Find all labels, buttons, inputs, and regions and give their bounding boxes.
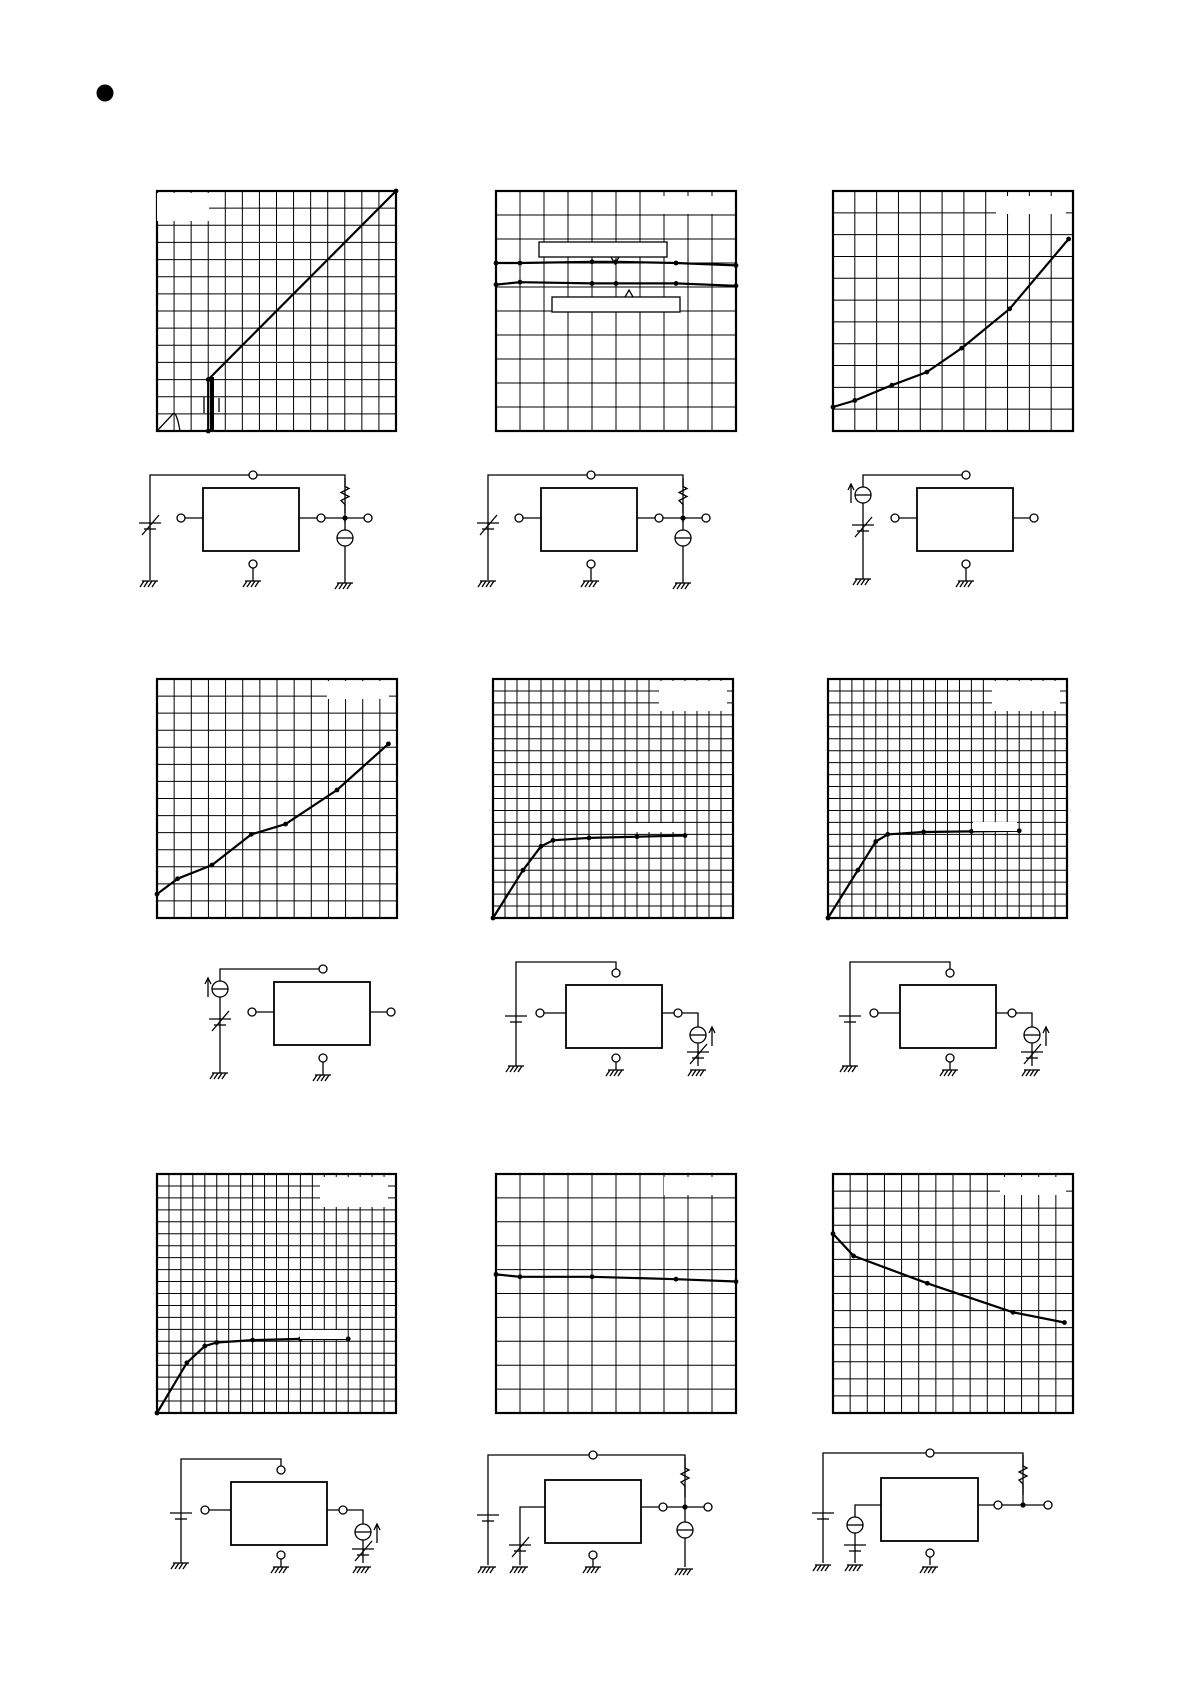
data-point (635, 834, 640, 839)
gridlines (496, 1174, 736, 1413)
ground-hatch (486, 1567, 490, 1573)
chart-2-2 (491, 679, 733, 920)
series-line (833, 239, 1069, 407)
terminal (249, 471, 257, 479)
ground-hatch (956, 581, 960, 587)
characteristic-graphs (155, 189, 1073, 1416)
annotation-box (552, 297, 680, 312)
ground-hatch (482, 1567, 486, 1573)
terminal (870, 1009, 878, 1017)
chart-3-2 (494, 1174, 739, 1413)
data-point (209, 863, 214, 868)
device-block (881, 1478, 978, 1541)
ground-hatch (361, 1567, 365, 1573)
ground-hatch (486, 581, 490, 587)
ground-hatch (685, 583, 689, 589)
terminal (587, 560, 595, 568)
device-block (566, 985, 662, 1048)
terminal (515, 514, 523, 522)
data-point (346, 1337, 351, 1342)
terminal (319, 1054, 327, 1062)
annotation-box (539, 242, 667, 257)
ground-hatch (583, 1567, 587, 1573)
data-point (491, 916, 496, 921)
data-point (394, 189, 399, 194)
data-point (494, 1272, 499, 1277)
chart-1-1 (157, 189, 398, 434)
ground-hatch (700, 1070, 704, 1076)
data-point (925, 1281, 930, 1286)
data-point (184, 1360, 189, 1365)
ground-hatch (279, 1567, 283, 1573)
terminal (659, 1503, 667, 1511)
chart-3-3 (831, 1174, 1073, 1413)
ground-hatch (924, 1567, 928, 1573)
ground-hatch (944, 1070, 948, 1076)
ground-hatch (679, 1569, 683, 1575)
ground-hatch (514, 1066, 518, 1072)
test-circuit (505, 962, 715, 1076)
ground-hatch (861, 579, 865, 585)
terminal (248, 1008, 256, 1016)
ground-hatch (357, 1567, 361, 1573)
gridlines (828, 679, 1067, 918)
terminal (962, 471, 970, 479)
ground-hatch (490, 581, 494, 587)
data-point (206, 429, 211, 434)
terminal (319, 965, 327, 973)
data-point (831, 405, 836, 410)
terminal (249, 560, 257, 568)
ground-hatch (585, 581, 589, 587)
legend-box (996, 196, 1066, 214)
data-point (1011, 1310, 1016, 1315)
data-point (855, 868, 860, 873)
data-point (674, 261, 679, 266)
data-point (494, 282, 499, 287)
ground-hatch (317, 1075, 321, 1081)
data-point (250, 1338, 255, 1343)
ground-hatch (948, 1070, 952, 1076)
chart-2-1 (155, 679, 397, 918)
ground-hatch (840, 1066, 844, 1072)
ground-hatch (581, 581, 585, 587)
gridlines (833, 1174, 1073, 1413)
device-block (274, 982, 370, 1045)
terminal (962, 560, 970, 568)
ground-hatch (275, 1567, 279, 1573)
ground-hatch (683, 1569, 687, 1575)
ground-hatch (865, 579, 869, 585)
ground-hatch (522, 1567, 526, 1573)
terminal (536, 1009, 544, 1017)
ground-hatch (148, 581, 152, 587)
ground-hatch (606, 1070, 610, 1076)
ground-hatch (365, 1567, 369, 1573)
data-point (890, 383, 895, 388)
chart-1-2 (494, 191, 739, 431)
ground-hatch (271, 1567, 275, 1573)
data-point (852, 398, 857, 403)
ground-hatch (928, 1567, 932, 1573)
ground-hatch (964, 581, 968, 587)
ground-hatch (353, 1567, 357, 1573)
ground-hatch (1030, 1070, 1034, 1076)
ground-hatch (339, 583, 343, 589)
data-point (539, 844, 544, 849)
data-point (155, 1411, 160, 1416)
ground-hatch (183, 1563, 187, 1569)
data-point (590, 281, 595, 286)
ground-hatch (940, 1070, 944, 1076)
ground-hatch (247, 581, 251, 587)
ground-hatch (506, 1066, 510, 1072)
ground-hatch (593, 581, 597, 587)
data-point (734, 263, 739, 268)
ground-hatch (347, 583, 351, 589)
device-block (917, 488, 1013, 551)
ground-hatch (688, 1070, 692, 1076)
data-point (202, 1344, 207, 1349)
device-block (541, 488, 637, 551)
device-block (231, 1482, 327, 1545)
data-point (614, 281, 619, 286)
data-point (921, 830, 926, 835)
ground-hatch (175, 1563, 179, 1569)
data-point (831, 1231, 836, 1236)
data-point (175, 876, 180, 881)
ground-hatch (932, 1567, 936, 1573)
annotation-pointer (625, 290, 633, 297)
ground-hatch (852, 1066, 856, 1072)
terminal (201, 1506, 209, 1514)
ground-hatch (960, 581, 964, 587)
data-point (214, 1340, 219, 1345)
input-wire (520, 1507, 545, 1565)
ground-hatch (1034, 1070, 1038, 1076)
data-point (826, 916, 831, 921)
terminal (612, 1054, 620, 1062)
data-point (521, 868, 526, 873)
terminal (277, 1466, 285, 1474)
ground-hatch (968, 581, 972, 587)
ground-hatch (844, 1066, 848, 1072)
data-point (551, 838, 556, 843)
ground-hatch (255, 581, 259, 587)
ground-hatch (692, 1070, 696, 1076)
ground-hatch (482, 581, 486, 587)
ground-hatch (857, 1565, 861, 1571)
test-circuit (812, 1449, 1052, 1573)
ground-hatch (825, 1565, 829, 1571)
legend-box (664, 1177, 730, 1195)
ground-hatch (845, 1565, 849, 1571)
ground-hatch (853, 579, 857, 585)
ground-hatch (514, 1567, 518, 1573)
data-point (674, 1277, 679, 1282)
data-point (206, 377, 211, 382)
data-point (734, 283, 739, 288)
test-circuit (170, 1459, 380, 1573)
terminal (655, 514, 663, 522)
terminal (589, 1451, 597, 1459)
legend-box (320, 1177, 388, 1207)
ground-hatch (813, 1565, 817, 1571)
terminal (946, 1054, 954, 1062)
chart-1-3 (831, 191, 1073, 431)
ground-hatch (313, 1075, 317, 1081)
terminal (339, 1506, 347, 1514)
terminal (994, 1501, 1002, 1509)
ground-hatch (210, 1073, 214, 1079)
waveform-pulse (157, 413, 180, 431)
ground-hatch (681, 583, 685, 589)
data-point (494, 261, 499, 266)
ground-hatch (335, 583, 339, 589)
terminal (926, 1549, 934, 1557)
ground-hatch (152, 581, 156, 587)
ground-hatch (321, 1075, 325, 1081)
ground-hatch (849, 1565, 853, 1571)
device-block (203, 488, 299, 551)
ground-hatch (214, 1073, 218, 1079)
test-circuit (205, 965, 395, 1081)
ground-hatch (478, 581, 482, 587)
test-circuit (139, 471, 372, 589)
legend-box (1000, 1177, 1066, 1195)
terminal (589, 1551, 597, 1559)
terminal (704, 1503, 712, 1511)
terminal (177, 514, 185, 522)
ground-hatch (591, 1567, 595, 1573)
terminal (1030, 514, 1038, 522)
gridlines (493, 679, 733, 918)
data-point (873, 839, 878, 844)
test-circuit (848, 471, 1038, 587)
curve-label-box (300, 1330, 346, 1339)
ground-hatch (821, 1565, 825, 1571)
data-point (851, 1254, 856, 1259)
input-wire (855, 1505, 881, 1563)
ground-hatch (857, 579, 861, 585)
ground-hatch (853, 1565, 857, 1571)
terminal (587, 471, 595, 479)
ground-hatch (140, 581, 144, 587)
data-point (885, 832, 890, 837)
ground-hatch (673, 583, 677, 589)
test-circuit (477, 1451, 712, 1575)
ground-hatch (952, 1070, 956, 1076)
ground-hatch (325, 1075, 329, 1081)
gridlines (157, 679, 397, 918)
data-point (1017, 828, 1022, 833)
ground-hatch (587, 1567, 591, 1573)
data-point (590, 259, 595, 264)
ground-hatch (179, 1563, 183, 1569)
data-point (518, 280, 523, 285)
ground-hatch (518, 1066, 522, 1072)
data-point (587, 836, 592, 841)
ground-hatch (1026, 1070, 1030, 1076)
ground-hatch (610, 1070, 614, 1076)
ground-hatch (283, 1567, 287, 1573)
data-point (959, 346, 964, 351)
curve-label-box (636, 823, 680, 832)
ground-hatch (848, 1066, 852, 1072)
data-point (590, 1274, 595, 1279)
data-point (386, 741, 391, 746)
ground-hatch (696, 1070, 700, 1076)
terminal (277, 1551, 285, 1559)
ground-hatch (589, 581, 593, 587)
ground-hatch (518, 1567, 522, 1573)
chart-2-3 (826, 679, 1067, 920)
ground-hatch (817, 1565, 821, 1571)
legend-box (659, 681, 727, 711)
terminal (702, 514, 710, 522)
device-block (545, 1480, 641, 1543)
data-point (674, 281, 679, 286)
ground-hatch (171, 1563, 175, 1569)
terminal (1044, 1501, 1052, 1509)
legend-box (992, 681, 1060, 711)
data-point (283, 822, 288, 827)
data-point (924, 370, 929, 375)
test-circuits (139, 471, 1052, 1575)
device-block (900, 985, 996, 1048)
legend-box (663, 196, 729, 214)
data-point (249, 832, 254, 837)
curve-label-box (973, 822, 1017, 831)
ground-hatch (490, 1567, 494, 1573)
ground-hatch (920, 1567, 924, 1573)
terminal (612, 969, 620, 977)
bullet-icon (97, 85, 114, 102)
ground-hatch (343, 583, 347, 589)
terminal (674, 1009, 682, 1017)
junction-node (1020, 1502, 1025, 1507)
legend-box (157, 193, 209, 221)
terminal (926, 1449, 934, 1457)
data-point (1007, 306, 1012, 311)
ground-hatch (618, 1070, 622, 1076)
terminal (891, 514, 899, 522)
ground-hatch (218, 1073, 222, 1079)
gridlines (157, 1174, 396, 1413)
ground-hatch (478, 1567, 482, 1573)
ground-hatch (1022, 1070, 1026, 1076)
terminal (946, 969, 954, 977)
ground-hatch (675, 1569, 679, 1575)
ground-hatch (614, 1070, 618, 1076)
ground-hatch (222, 1073, 226, 1079)
data-point (1062, 1320, 1067, 1325)
test-circuit (839, 962, 1049, 1076)
ground-hatch (687, 1569, 691, 1575)
test-circuit (477, 471, 710, 589)
ground-hatch (510, 1066, 514, 1072)
ground-hatch (144, 581, 148, 587)
ground-hatch (595, 1567, 599, 1573)
terminal (1008, 1009, 1016, 1017)
ground-hatch (510, 1567, 514, 1573)
ground-hatch (677, 583, 681, 589)
data-point (1066, 237, 1071, 242)
data-point (155, 892, 160, 897)
data-point (335, 788, 340, 793)
terminal (317, 514, 325, 522)
data-point (518, 261, 523, 266)
terminal (387, 1008, 395, 1016)
chart-3-1 (155, 1174, 396, 1415)
ground-hatch (243, 581, 247, 587)
terminal (364, 514, 372, 522)
data-point (683, 833, 688, 838)
data-point (734, 1279, 739, 1284)
legend-box (327, 681, 389, 699)
data-point (518, 1274, 523, 1279)
ground-hatch (251, 581, 255, 587)
